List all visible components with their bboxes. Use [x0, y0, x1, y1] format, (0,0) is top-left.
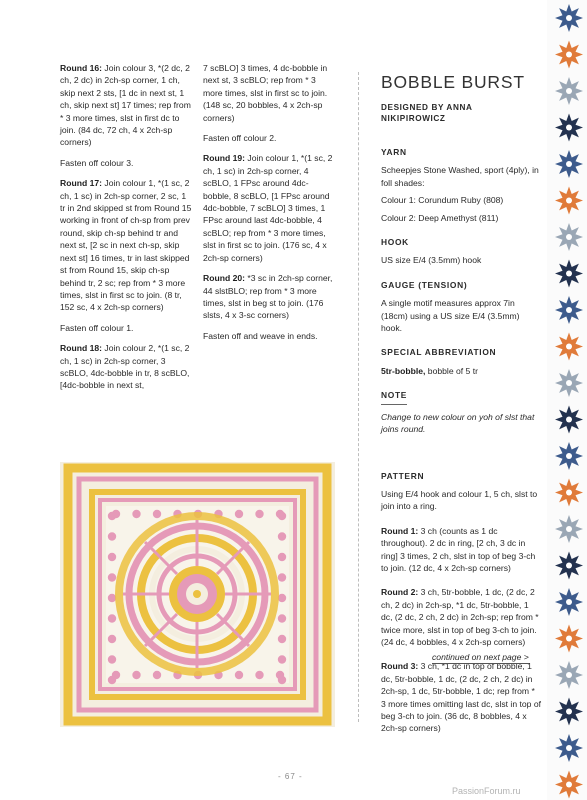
column-divider [358, 72, 359, 722]
pattern-heading: PATTERN [381, 470, 425, 481]
crochet-square-photo [60, 462, 335, 727]
pattern-intro: Using E/4 hook and colour 1, 5 ch, slst to join into a ring. [381, 488, 538, 512]
fasten-off-colour-1: Fasten off colour 1. [60, 322, 134, 333]
column-right [381, 72, 541, 740]
hook-heading: HOOK [381, 237, 409, 248]
designer-credit: DESIGNED BY ANNA NIKIPIROWICZ [381, 103, 473, 123]
watermark: PassionForum.ru [452, 786, 521, 796]
column-middle [203, 62, 336, 350]
gauge-text: A single motif measures approx 7in (18cm) using a US size E/4 (3.5mm) hook. [381, 298, 520, 334]
moroccan-tile-border-icon [547, 0, 587, 800]
yarn-text: Scheepjes Stone Washed, sport (4ply), in foll shades: [381, 165, 539, 188]
round-1: Round 1: 3 ch (counts as 1 dc throughout). 2 dc in ring, [2 ch, 3 dc in ring] 3 times, 2 ch, slst in top of beg 3-ch to join. (12 dc, 4 x 2ch-sp corners) [381, 525, 536, 573]
column-left [60, 62, 192, 400]
round-20: Round 20: *3 sc in 2ch-sp corner, 44 slstBLO; rep from * 3 more times, slst in beg st to join. (176 slsts, 4 x 3-sc corners) [203, 273, 333, 321]
round-2: Round 2: 3 ch, 5tr-bobble, 1 dc, (2 dc, 2 ch, 2 dc) in 2ch-sp, *1 dc, 5tr-bobble, 1 dc, (2 dc, 2 ch, 2 dc) in 2ch-sp; rep from * twice more, slst in top of beg 3-ch to join. (24 dc, 4 bobbles, 4 x 2ch-sp corners) [381, 587, 539, 647]
fasten-off-colour-3: Fasten off colour 3. [60, 157, 134, 168]
hook-text: US size E/4 (3.5mm) hook [381, 255, 482, 266]
special-abbreviation-text: 5tr-bobble, bobble of 5 tr [381, 365, 478, 376]
fasten-off-colour-2: Fasten off colour 2. [203, 133, 277, 144]
round-16: Round 16: Join colour 3, *(2 dc, 2 ch, 2 dc) in 2ch-sp corner, 1 ch, skip next 2 sts, [1 dc in next st, 1 ch, skip next st] 17 times; rep from * 3 more times, slst in first dc to join. (84 dc, 72 ch, 4 x 2ch-sp corners) [60, 63, 191, 148]
pattern-title: BOBBLE BURST [381, 72, 525, 92]
round-17: Round 17: Join colour 1, *(1 sc, 2 ch, 1 sc) in 2ch-sp corner, 2 sc, 1 tr in 2nd skipped st from Round 15 working in front of ch-sp from prev round, skip ch-sp behind tr and next st, [2 sc in next ch-sp, skip next st] 16 times, tr in last skipped st from Round 15, skip ch-sp behind tr, 2 sc; rep from * 3 more times, slst in first sc to join. (8 tr, 152 sc, 4 x 2ch-sp corners) [60, 178, 192, 313]
note-heading: NOTE [381, 389, 541, 404]
round-3: Round 3: 3 ch, *1 dc in top of bobble, 1 dc, 5tr-bobble, 1 dc, (2 dc, 2 ch, 2 dc) in 2ch-sp, 1 dc, 5tr-bobble, 1 dc; rep from * 3 more times omitting last dc, slst in top of beg 3-ch to join. (36 dc, 8 bobbles, 4 x 2ch-sp corners) [381, 661, 541, 734]
yarn-heading: YARN [381, 147, 407, 157]
round-18-continued: 7 scBLO] 3 times, 4 dc-bobble in next st, 3 scBLO; rep from * 3 more times, slst in first sc to join. (148 sc, 20 bobbles, 4 x 2ch-sp corners) [203, 63, 328, 123]
yarn-colour-2: Colour 2: Deep Amethyst (811) [381, 212, 499, 223]
yarn-colour-1: Colour 1: Corundum Ruby (808) [381, 195, 504, 206]
fasten-off-end: Fasten off and weave in ends. [203, 330, 318, 341]
note-text: Change to new colour on yoh of slst that joins round. [381, 411, 535, 435]
tile-border [547, 0, 587, 800]
gauge-heading: GAUGE (TENSION) [381, 279, 468, 290]
round-18: Round 18: Join colour 2, *(1 sc, 2 ch, 1 sc) in 2ch-sp corner, 3 scBLO, 4dc-bobble in tr, 8 scBLO, [4dc-bobble in next st, [60, 343, 190, 391]
round-19: Round 19: Join colour 1, *(1 sc, 2 ch, 1 sc) in 2ch-sp corner, 4 scBLO, 1 FPsc around 4dc-bobble, 8 scBLO, [1 FPsc around 4dc-bobble, 7 scBLO] 3 times, 1 FPsc around last 4dc-bobble, 4 scBLO; rep from * 3 more times, slst in first sc to join. (176 sc, 4 x 2ch-sp corners) [203, 153, 333, 263]
page-number: - 67 - [278, 772, 303, 781]
continued-link[interactable]: continued on next page > [432, 652, 529, 662]
special-abbreviation-heading: SPECIAL ABBREVIATION [381, 347, 497, 358]
